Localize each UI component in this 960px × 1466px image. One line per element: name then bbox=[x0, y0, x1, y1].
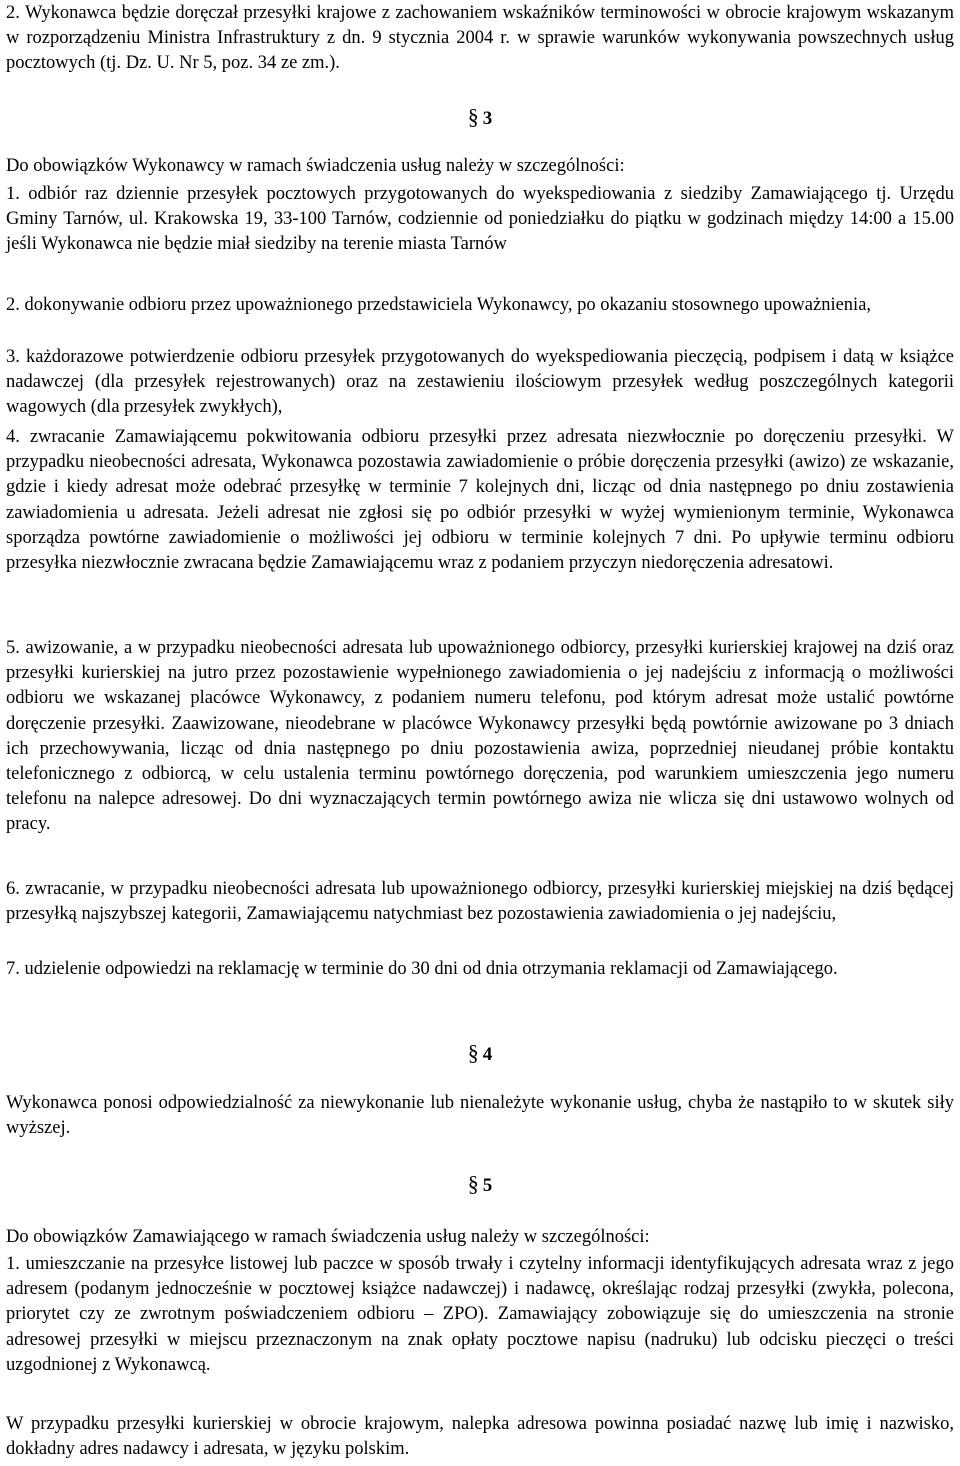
list-item-3: 3. każdorazowe potwierdzenie odbioru przesyłek przygotowanych do wyekspediowania pieczęcią, podpisem i datą w książce nadawczej (dla przesyłek rejestrowanych) oraz na zestawieniu ilościowym przesyłek według poszczególnych kategorii wagowych (dla przesyłek zwykłych), bbox=[6, 347, 954, 418]
section-5-paragraph: W przypadku przesyłki kurierskiej w obrocie krajowym, nalepka adresowa powinna posiadać nazwę lub imię i nazwisko, dokładny adres nadawcy i adresata, w języku polskim. bbox=[6, 1414, 954, 1460]
section-symbol: § bbox=[467, 1040, 479, 1065]
list-item-6: 6. zwracanie, w przypadku nieobecności adresata lub upoważnionego odbiorcy, przesyłki kurierskiej miejskiej na dziś będącej przesyłką najszybszej kategorii, Zamawiającemu natychmiast bez pozostawienia zawiadomienia o jej nadejściu, bbox=[6, 879, 954, 925]
list-item-1: 1. odbiór raz dziennie przesyłek pocztowych przygotowanych do wyekspediowania z siedziby Zamawiającego tj. Urzędu Gminy Tarnów, ul. Krakowska 19, 33-100 Tarnów, codziennie od poniedziałku do piątku w godzinach między 14:00 a 15.00 jeśli Wykonawca nie będzie miał siedziby na terenie miasta Tarnów bbox=[6, 184, 954, 255]
section-heading-3 bbox=[0, 104, 960, 131]
section-heading-4 bbox=[0, 1040, 960, 1067]
list-item-4: 4. zwracanie Zamawiającemu pokwitowania odbioru przesyłki przez adresata niezwłocznie po doręczeniu przesyłki. W przypadku nieobecności adresata, Wykonawca pozostawia zawiadomienie o próbie doręczenia przesyłki (awizo) ze wskazanie, gdzie i kiedy adresat może odebrać przesyłkę w terminie 7 kolejnych dni, licząc od dnia następnego po dniu zostawienia zawiadomienia u adresata. Jeżeli adresat nie zgłosi się po odbiór przesyłki w wyżej wymienionym terminie, Wykonawca sporządza powtórne zawiadomienie o możliwości jej odbioru w terminie kolejnych 7 dni. Po upływie terminu odbioru przesyłka niezwłocznie zwracana będzie Zamawiającemu wraz z podaniem przyczyn niedoręczenia adresatowi. bbox=[6, 427, 954, 574]
list-item-2: 2. dokonywanie odbioru przez upoważnionego przedstawiciela Wykonawcy, po okazaniu stosownego upoważnienia, bbox=[6, 295, 872, 315]
section-symbol: § bbox=[467, 104, 479, 129]
section-number: 3 bbox=[482, 108, 493, 129]
section-number: 5 bbox=[482, 1175, 493, 1196]
list-item-5: 5. awizowanie, a w przypadku nieobecności adresata lub upoważnionego odbiorcy, przesyłki kurierskiej krajowej na dziś oraz przesyłki kurierskiej na jutro przez pozostawienie wypełnionego zawiadomienia o jej nadejściu z informacją o możliwości odbioru we wskazanej placówce Wykonawcy, z podaniem numeru telefonu, pod którym adresat może ustalić powtórne doręczenie przesyłki. Zaawizowane, nieodebrane w placówce Wykonawcy przesyłki będą powtórnie awizowane po 3 dniach ich przechowywania, licząc od dnia następnego po dniu pozostawienia awiza, poprzedniej nieudanej próbie kontaktu telefonicznego z odbiorcą, w celu ustalenia terminu powtórnego doręczenia, pod warunkiem umieszczenia jego numeru telefonu na nalepce adresowej. Do dni wyznaczających termin powtórnego awiza nie wlicza się dni ustawowo wolnych od pracy. bbox=[6, 638, 954, 835]
list-item-7: 7. udzielenie odpowiedzi na reklamację w terminie do 30 dni od dnia otrzymania reklamacji od Zamawiającego. bbox=[6, 959, 838, 979]
section-number: 4 bbox=[482, 1044, 493, 1065]
section-heading-5 bbox=[0, 1171, 960, 1198]
section-5-lead: Do obowiązków Zamawiającego w ramach świadczenia usług należy w szczególności: bbox=[6, 1227, 650, 1247]
section-4-text: Wykonawca ponosi odpowiedzialność za niewykonanie lub nienależyte wykonanie usług, chyba że nastąpiło to w skutek siły wyższej. bbox=[6, 1093, 954, 1139]
paragraph-2: 2. Wykonawca będzie doręczał przesyłki krajowe z zachowaniem wskaźników terminowości w obrocie krajowym wskazanym w rozporządzeniu Ministra Infrastruktury z dn. 9 stycznia 2004 r. w sprawie warunków wykonywania powszechnych usług pocztowych (tj. Dz. U. Nr 5, poz. 34 ze zm.). bbox=[6, 3, 954, 74]
section-3-lead: Do obowiązków Wykonawcy w ramach świadczenia usług należy w szczególności: bbox=[6, 156, 625, 176]
section-5-item-1: 1. umieszczanie na przesyłce listowej lub paczce w sposób trwały i czytelny informacji identyfikujących adresata wraz z jego adresem (podanym jednocześnie w pocztowej książce nadawczej) i nadawcę, określając rodzaj przesyłki (zwykła, polecona, priorytet czy ze zwrotnym poświadczeniem odbioru – ZPO). Zamawiający zobowiązuje się do umieszczenia na stronie adresowej przesyłki w miejscu przeznaczonym na znak opłaty pocztowe napisu (nadruku) lub odcisku pieczęci o treści uzgodnionej z Wykonawcą. bbox=[6, 1254, 954, 1375]
section-symbol: § bbox=[467, 1171, 479, 1196]
